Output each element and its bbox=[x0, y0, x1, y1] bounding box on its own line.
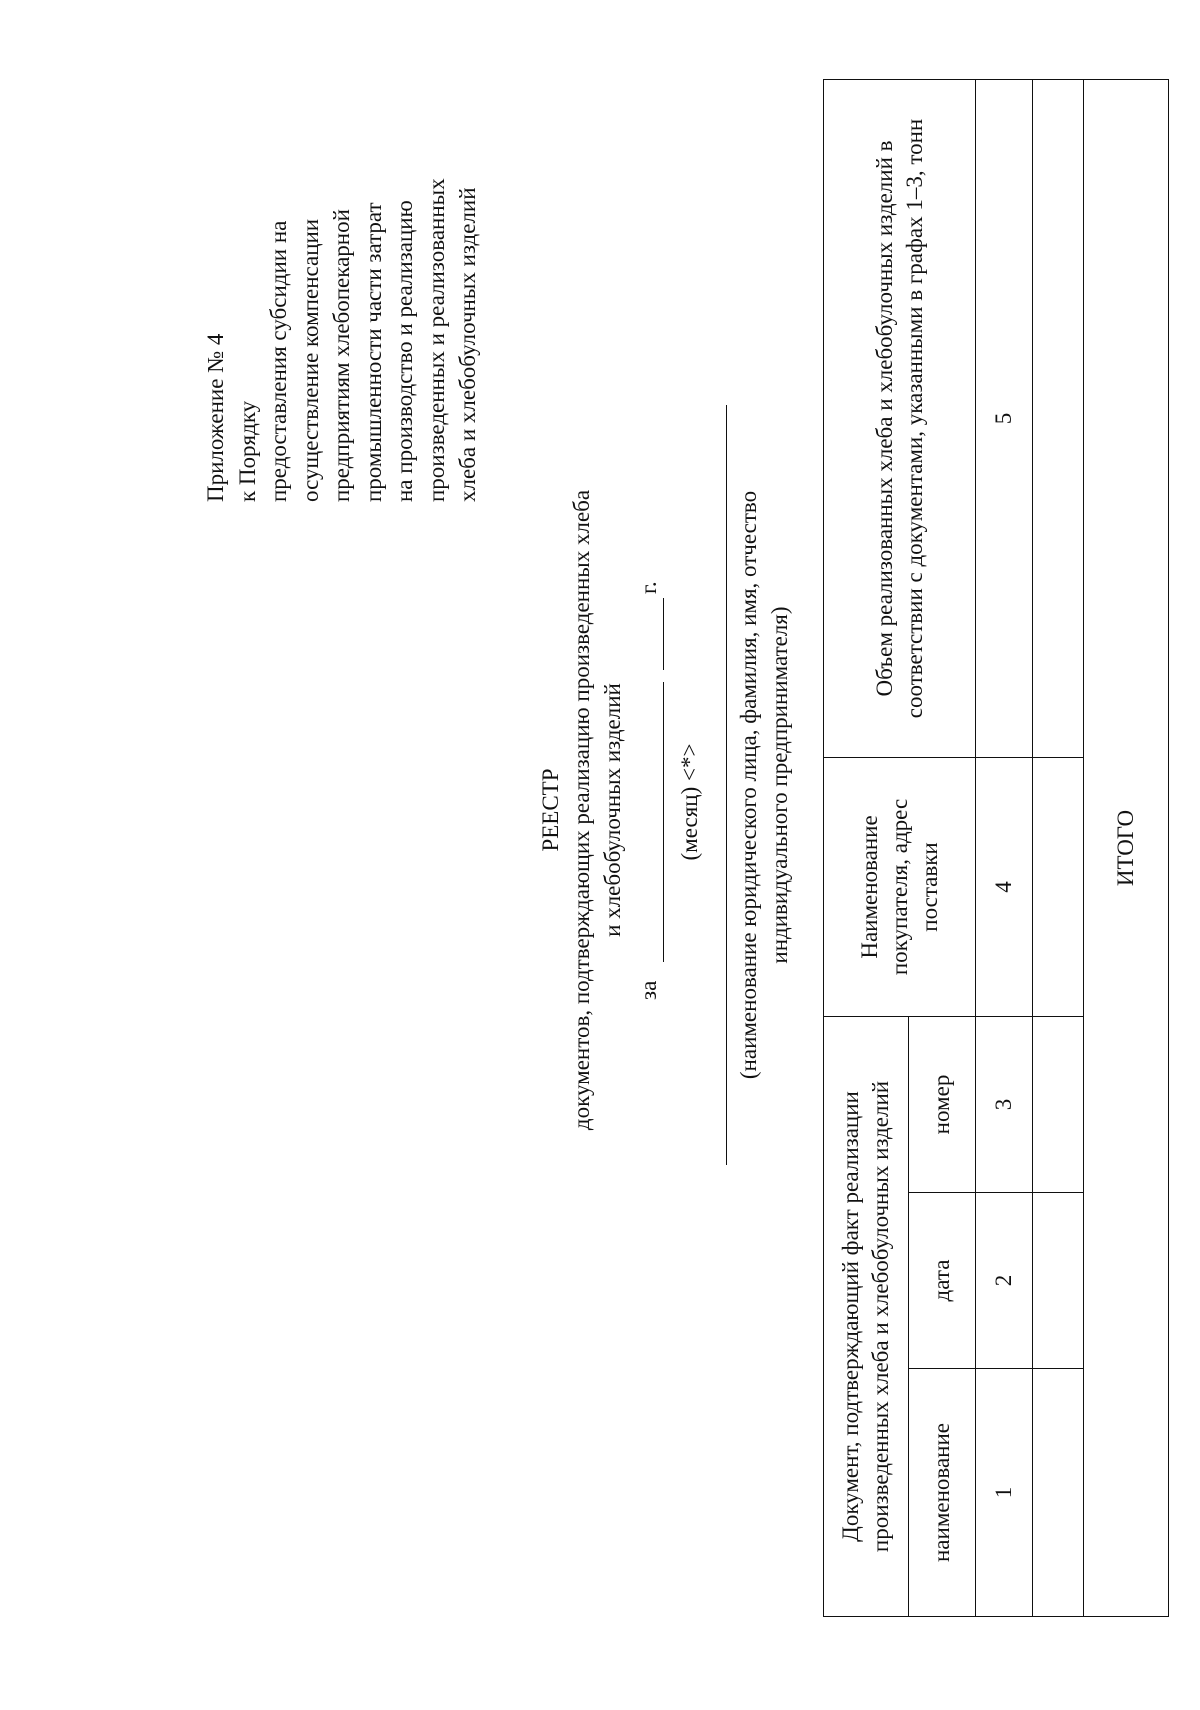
month-hint: (месяц) <*> bbox=[677, 743, 702, 861]
column-number: 2 bbox=[976, 1193, 1033, 1369]
buyer-header: Наименование покупателя, адрес поставки bbox=[824, 757, 976, 1016]
column-number-row bbox=[976, 79, 1033, 1616]
document-title: РЕЕСТР bbox=[538, 768, 563, 852]
column-number: 5 bbox=[976, 79, 1033, 757]
document-group-header: Документ, подтверждающий факт реализации произведенных хлеба и хлебобулочных изделий bbox=[824, 1016, 909, 1616]
column-number: 1 bbox=[976, 1369, 1033, 1617]
subheader-name: наименование bbox=[909, 1369, 976, 1617]
table-row bbox=[1033, 79, 1084, 1616]
appendix-line: предоставления субсидии на bbox=[266, 220, 291, 502]
appendix-line: на производство и реализацию bbox=[392, 200, 417, 502]
total-row bbox=[1084, 79, 1169, 1616]
organization-hint-line-2: индивидуального предпринимателя) bbox=[767, 606, 792, 964]
organization-hint bbox=[733, 405, 795, 1165]
appendix-line: осуществление компенсации bbox=[297, 218, 323, 502]
table-header-row bbox=[824, 79, 909, 1616]
subheader-date: дата bbox=[909, 1193, 976, 1369]
table-cell bbox=[1033, 1193, 1084, 1369]
document-subtitle-line-1: документов, подтверждающих реализацию произведенных хлеба bbox=[569, 489, 594, 1131]
year-suffix: г. bbox=[636, 581, 661, 594]
appendix-line: к Порядку bbox=[234, 400, 260, 502]
total-label: ИТОГО bbox=[1084, 79, 1169, 1616]
column-number: 4 bbox=[976, 757, 1033, 1016]
column-number: 3 bbox=[976, 1016, 1033, 1192]
organization-blank-line bbox=[726, 405, 727, 1165]
period-prefix: за bbox=[636, 980, 661, 1000]
year-blank-line bbox=[663, 598, 664, 670]
appendix-line: хлеба и хлебобулочных изделий bbox=[455, 187, 480, 502]
table-cell bbox=[1033, 757, 1084, 1016]
appendix-reference bbox=[200, 142, 484, 502]
table-cell bbox=[1033, 1369, 1084, 1617]
appendix-line: промышленности части затрат bbox=[360, 202, 386, 502]
appendix-line: произведенных и реализованных bbox=[423, 178, 449, 502]
document-title-block bbox=[535, 330, 628, 1290]
table-cell bbox=[1033, 1016, 1084, 1192]
appendix-line: предприятиям хлебопекарной bbox=[329, 209, 354, 502]
organization-hint-line-1: (наименование юридического лица, фамилия, имя, отчество bbox=[736, 490, 761, 1080]
table-cell bbox=[1033, 79, 1084, 757]
appendix-line: Приложение № 4 bbox=[203, 333, 228, 502]
period-field bbox=[636, 580, 672, 1000]
subheader-number: номер bbox=[909, 1016, 976, 1192]
registry-table bbox=[823, 79, 1169, 1617]
month-blank-line bbox=[663, 682, 664, 962]
volume-header: Объем реализованных хлеба и хлебобулочных изделий в соответствии с документами, указанными в графах 1–3, тонн bbox=[824, 79, 976, 757]
document-subtitle-line-2: и хлебобулочных изделий bbox=[600, 683, 625, 937]
